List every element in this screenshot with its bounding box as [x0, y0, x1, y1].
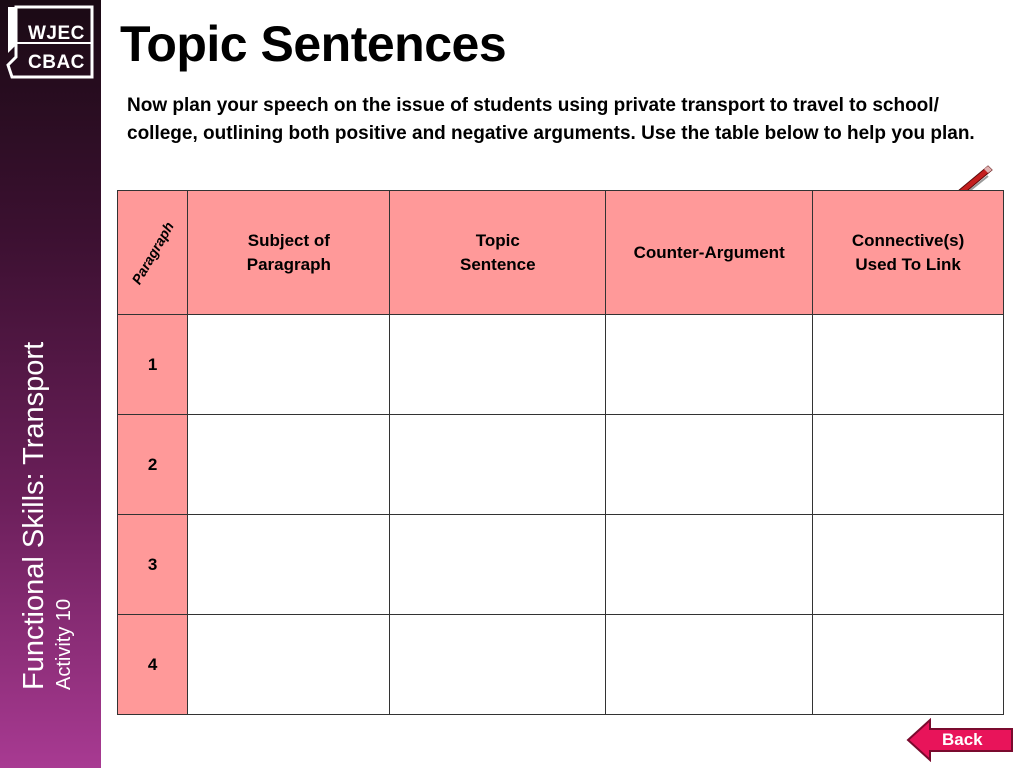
instructions-text: Now plan your speech on the issue of students using private transport to travel to school/ college, outlining both positive and negative arguments. Use the table below to help you plan.	[127, 95, 975, 144]
cell-counter-argument[interactable]	[606, 315, 813, 415]
header-subject	[188, 191, 390, 315]
cell-connectives[interactable]	[813, 515, 1004, 615]
header-topic-sentence	[390, 191, 606, 315]
header-paragraph-label: Paragraph	[128, 218, 177, 287]
sidebar-subtitle: Activity 10	[53, 598, 75, 690]
cell-topic-sentence[interactable]	[390, 315, 606, 415]
sidebar	[0, 0, 101, 768]
header-paragraph	[118, 191, 188, 315]
row-number: 2	[118, 415, 188, 515]
back-button[interactable]	[906, 718, 1016, 762]
cell-counter-argument[interactable]	[606, 515, 813, 615]
row-number: 4	[118, 615, 188, 715]
table-row	[118, 615, 1004, 715]
sidebar-title: Functional Skills: Transport	[18, 341, 50, 690]
page-title: Topic Sentences	[120, 16, 507, 72]
cell-topic-sentence[interactable]	[390, 515, 606, 615]
cell-counter-argument[interactable]	[606, 415, 813, 515]
cell-subject[interactable]	[188, 315, 390, 415]
back-button-label: Back	[942, 730, 983, 749]
table-row	[118, 415, 1004, 515]
table-row	[118, 315, 1004, 415]
header-connectives	[813, 191, 1004, 315]
header-topic-line2: Sentence	[459, 254, 536, 274]
header-subject-line2: Paragraph	[246, 254, 331, 274]
cell-topic-sentence[interactable]	[390, 415, 606, 515]
cell-counter-argument[interactable]	[606, 615, 813, 715]
table-header-row	[118, 191, 1004, 315]
cell-topic-sentence[interactable]	[390, 615, 606, 715]
row-number: 1	[118, 315, 188, 415]
row-number: 3	[118, 515, 188, 615]
cell-subject[interactable]	[188, 615, 390, 715]
cell-subject[interactable]	[188, 415, 390, 515]
header-connective-line2: Used To Link	[855, 254, 961, 274]
cell-subject[interactable]	[188, 515, 390, 615]
logo-text-cbac: CBAC	[28, 52, 85, 73]
cell-connectives[interactable]	[813, 615, 1004, 715]
cell-connectives[interactable]	[813, 415, 1004, 515]
header-counter-argument	[606, 191, 813, 315]
wjec-cbac-logo	[6, 5, 96, 81]
cell-connectives[interactable]	[813, 315, 1004, 415]
logo-text-wjec: WJEC	[28, 23, 85, 44]
sidebar-title-block	[17, 342, 77, 690]
header-counter-label: Counter-Argument	[633, 242, 785, 262]
header-subject-line1: Subject of	[247, 230, 330, 250]
header-connective-line1: Connective(s)	[851, 230, 965, 250]
table-row	[118, 515, 1004, 615]
planning-table	[117, 190, 1004, 715]
header-topic-line1: Topic	[475, 230, 520, 250]
